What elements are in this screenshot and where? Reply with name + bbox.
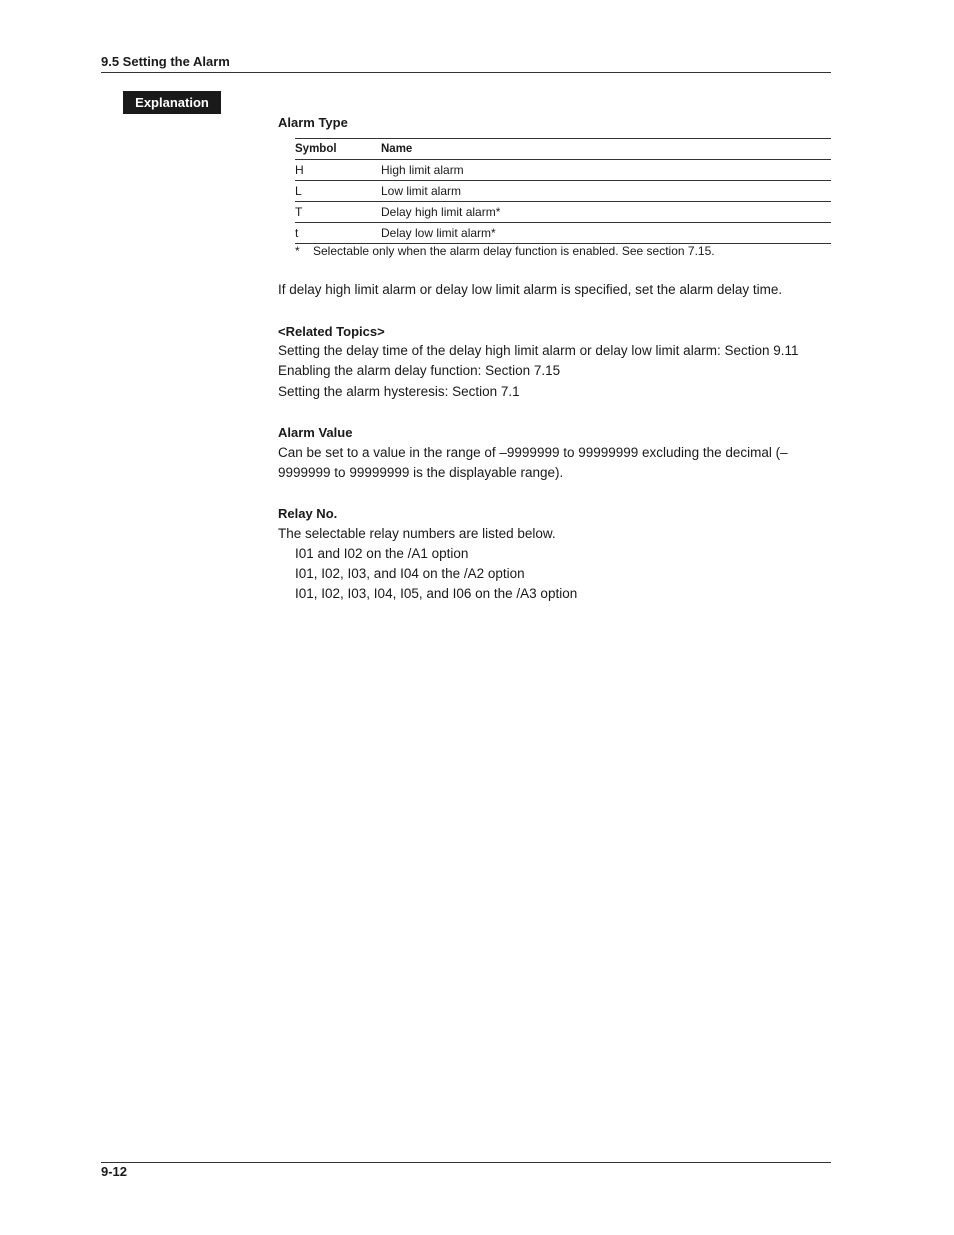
footer-divider [101, 1162, 831, 1163]
alarm-value-text-line1: Can be set to a value in the range of –9999999 to 99999999 excluding the decimal (– [278, 445, 788, 460]
name-cell: Low limit alarm [381, 181, 831, 202]
alarm-value-heading: Alarm Value [278, 425, 353, 440]
alarm-value-text-line2: 9999999 to 99999999 is the displayable range). [278, 465, 564, 480]
related-topics-heading: <Related Topics> [278, 324, 385, 339]
section-title: 9.5 Setting the Alarm [101, 54, 230, 69]
page-number: 9-12 [101, 1164, 128, 1179]
alarm-delay-note: If delay high limit alarm or delay low limit alarm is specified, set the alarm delay time. [278, 282, 783, 297]
relay-option: I01, I02, I03, and I04 on the /A2 option [295, 566, 525, 581]
alarm-type-table [295, 138, 831, 244]
relay-option: I01, I02, I03, I04, I05, and I06 on the /A3 option [295, 586, 578, 601]
relay-no-heading: Relay No. [278, 506, 338, 521]
name-cell: Delay high limit alarm* [381, 202, 831, 223]
relay-intro: The selectable relay numbers are listed below. [278, 526, 556, 541]
related-topic-item: Enabling the alarm delay function: Section 7.15 [278, 363, 561, 378]
alarm-type-heading: Alarm Type [278, 115, 348, 130]
column-header-name: Name [381, 139, 831, 160]
explanation-badge: Explanation [123, 91, 221, 114]
table-footnote [295, 244, 715, 258]
symbol-cell: t [295, 223, 381, 244]
relay-option: I01 and I02 on the /A1 option [295, 546, 469, 561]
table-row [295, 223, 831, 244]
table-row [295, 202, 831, 223]
related-topic-item: Setting the delay time of the delay high limit alarm or delay low limit alarm: Section 9.11 [278, 343, 799, 358]
footnote-marker: * [295, 244, 300, 258]
name-cell: Delay low limit alarm* [381, 223, 831, 244]
table-row [295, 160, 831, 181]
symbol-cell: L [295, 181, 381, 202]
table-header-row [295, 139, 831, 160]
symbol-cell: T [295, 202, 381, 223]
symbol-cell: H [295, 160, 381, 181]
footnote-text: Selectable only when the alarm delay function is enabled. See section 7.15. [313, 244, 715, 258]
name-cell: High limit alarm [381, 160, 831, 181]
header-divider [101, 72, 831, 73]
column-header-symbol: Symbol [295, 139, 381, 160]
table-row [295, 181, 831, 202]
related-topic-item: Setting the alarm hysteresis: Section 7.1 [278, 384, 520, 399]
